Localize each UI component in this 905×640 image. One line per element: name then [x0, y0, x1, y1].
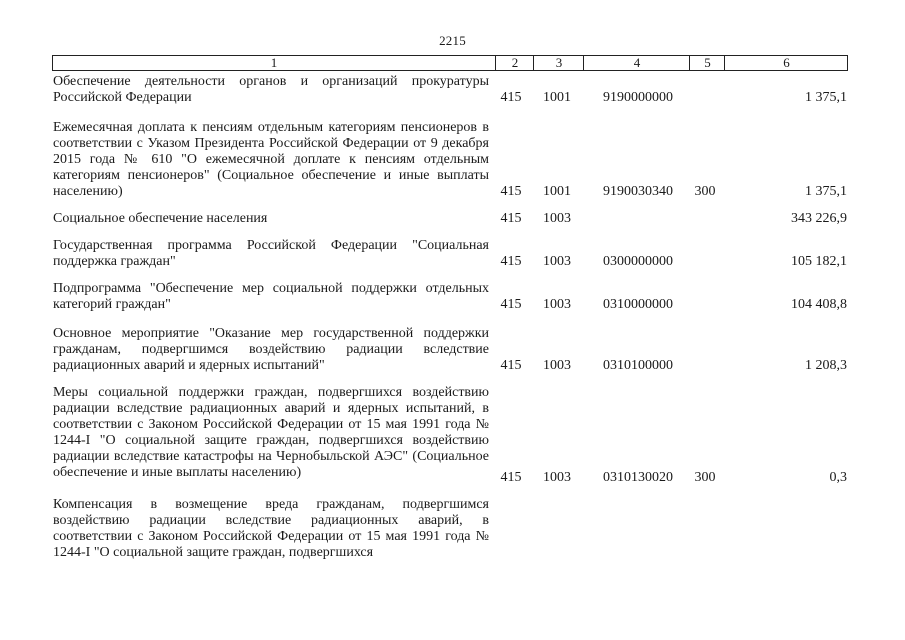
header-col-6: 6 [724, 56, 848, 70]
row-col-3: 1003 [543, 358, 571, 373]
row-description: Обеспечение деятельности органов и организаций прокуратуры Российской Федерации [53, 74, 489, 105]
row-col-2: 415 [500, 254, 522, 269]
row-col-6: 0,3 [829, 470, 847, 485]
row-description: Социальное обеспечение населения [53, 211, 268, 226]
row-col-2: 415 [500, 211, 522, 226]
row-description: Компенсация в возмещение вреда гражданам, подвергшимся воздействию радиации вследствие радиационных аварий, в соответствии с Законом Российской Федерации от 15 мая 1991 года № 1244-I "О социальной защите граждан, подвергшихся [53, 497, 489, 560]
row-col-6: 343 226,9 [791, 211, 847, 226]
row-description: Основное мероприятие "Оказание мер государственной поддержки гражданам, подвергшимся воздействию радиации вследствие радиационных аварий и ядерных испытаний" [53, 326, 489, 373]
row-col-4: 0310130020 [603, 470, 673, 485]
header-col-4: 4 [583, 56, 690, 70]
row-col-4: 9190000000 [603, 90, 673, 105]
row-col-6: 105 182,1 [791, 254, 847, 269]
row-description: Подпрограмма "Обеспечение мер социальной поддержки отдельных категорий граждан" [53, 281, 489, 312]
row-col-6: 104 408,8 [791, 297, 847, 312]
row-col-6: 1 208,3 [805, 358, 847, 373]
page-number: 2215 [439, 33, 466, 48]
row-col-3: 1003 [543, 297, 571, 312]
row-description: Государственная программа Российской Федерации "Социальная поддержка граждан" [53, 238, 489, 269]
header-col-3: 3 [533, 56, 584, 70]
row-col-5: 300 [694, 470, 716, 485]
row-col-2: 415 [500, 90, 522, 105]
row-col-3: 1003 [543, 254, 571, 269]
row-col-5: 300 [694, 184, 716, 199]
row-col-3: 1001 [543, 184, 571, 199]
row-col-2: 415 [500, 297, 522, 312]
row-col-4: 0300000000 [603, 254, 673, 269]
row-col-4: 0310000000 [603, 297, 673, 312]
row-description: Ежемесячная доплата к пенсиям отдельным категориям пенсионеров в соответствии с Указом Президента Российской Федерации от 9 декабря 2015 года № 610 "О ежемесячной доплате к пенсиям отдельным категориям пенсионеров" (Социальное обеспечение и иные выплаты населению) [53, 120, 489, 199]
row-col-2: 415 [500, 470, 522, 485]
row-col-4: 0310100000 [603, 358, 673, 373]
row-col-3: 1001 [543, 90, 571, 105]
row-col-4: 9190030340 [603, 184, 673, 199]
header-col-1: 1 [270, 55, 278, 70]
row-col-2: 415 [500, 358, 522, 373]
table-header [52, 55, 848, 71]
header-col-2: 2 [495, 56, 534, 70]
row-col-2: 415 [500, 184, 522, 199]
row-col-6: 1 375,1 [805, 90, 847, 105]
row-col-3: 1003 [543, 470, 571, 485]
row-description: Меры социальной поддержки граждан, подвергшихся воздействию радиации вследствие радиационных аварий и ядерных испытаний, в соответствии с Законом Российской Федерации от 15 мая 1991 года № 1244-I "О социальной защите граждан, подвергшихся воздействию радиации вследствие катастрофы на Чернобыльской АЭС" (Социальное обеспечение и иные выплаты населению) [53, 385, 489, 480]
row-col-6: 1 375,1 [805, 184, 847, 199]
header-col-5: 5 [689, 56, 725, 70]
row-col-3: 1003 [543, 211, 571, 226]
